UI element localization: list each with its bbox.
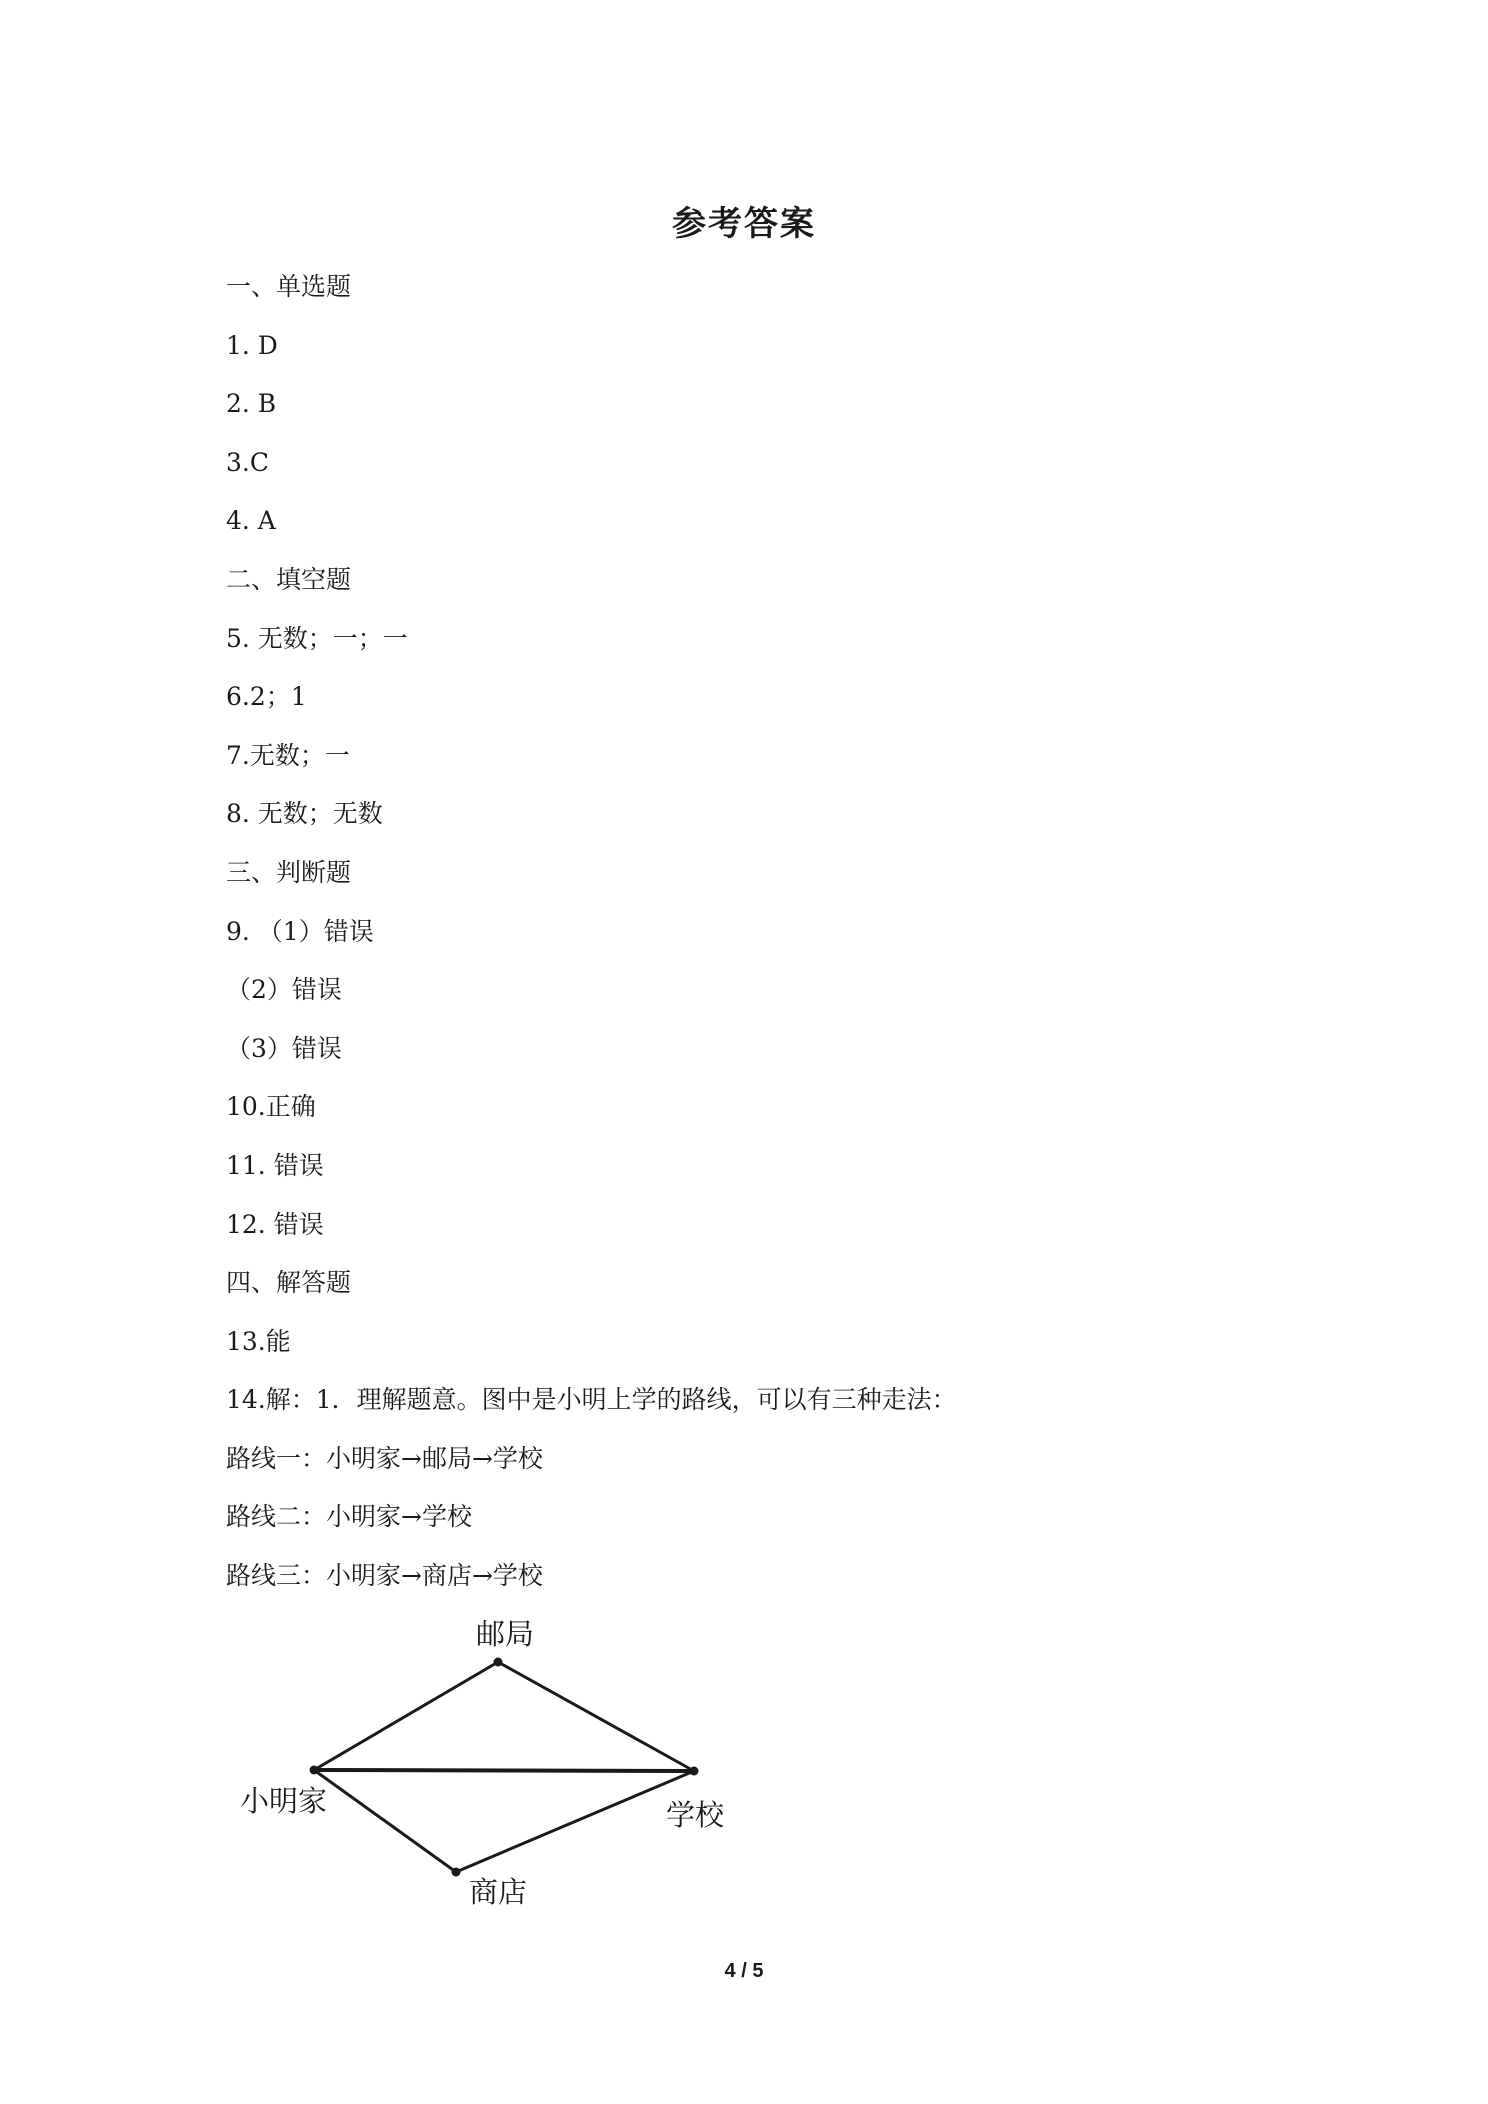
answer-line: 10.正确: [226, 1092, 316, 1122]
section-heading-single-choice: 一、单选题: [226, 272, 352, 301]
route-shop-school: [456, 1771, 694, 1872]
answer-line: 13.能: [226, 1326, 291, 1356]
answer-line: 2. B: [226, 389, 277, 419]
answer-line: （3）错误: [226, 1033, 342, 1063]
section-heading-fill-blank: 二、填空题: [226, 564, 352, 594]
route-line: 路线三：小明家→商店→学校: [226, 1561, 543, 1591]
route-diagram: [226, 1608, 746, 1918]
node-shop-dot: [452, 1868, 461, 1877]
answer-line: 12. 错误: [226, 1209, 324, 1239]
answer-line: 6.2；1: [226, 682, 307, 712]
section-heading-solve: 四、解答题: [226, 1268, 352, 1298]
node-home-label: 小明家: [240, 1784, 328, 1818]
section-heading-true-false: 三、判断题: [226, 857, 352, 887]
node-school-label: 学校: [666, 1798, 725, 1832]
page-number: 4 / 5: [724, 1960, 764, 1982]
route-home-post-office: [314, 1662, 498, 1770]
node-post-office-label: 邮局: [476, 1617, 535, 1651]
route-home-school: [314, 1770, 694, 1771]
answer-line: 5. 无数；一；一: [226, 623, 408, 653]
answer-line: 9. （1）错误: [226, 916, 374, 946]
answer-list: [226, 270, 1326, 1618]
node-home-dot: [310, 1766, 319, 1775]
answer-line: （2）错误: [226, 975, 342, 1005]
answer-line: 7.无数；一: [226, 740, 350, 770]
route-line: 路线二：小明家→学校: [226, 1502, 472, 1532]
answer-line: 11. 错误: [226, 1150, 324, 1180]
answer-line: 14.解：1．理解题意。图中是小明上学的路线，可以有三种走法：: [226, 1385, 957, 1415]
route-line: 路线一：小明家→邮局→学校: [226, 1443, 543, 1473]
node-post-office-dot: [494, 1658, 503, 1667]
answer-line: 1. D: [226, 330, 278, 360]
route-home-shop: [314, 1770, 456, 1872]
answer-line: 8. 无数；无数: [226, 799, 383, 829]
node-shop-label: 商店: [469, 1875, 528, 1909]
route-post-office-school: [498, 1662, 694, 1771]
page-title: 参考答案: [672, 204, 816, 244]
answer-line: 3.C: [226, 447, 269, 477]
answer-line: 4. A: [226, 506, 276, 536]
node-school-dot: [690, 1767, 699, 1776]
